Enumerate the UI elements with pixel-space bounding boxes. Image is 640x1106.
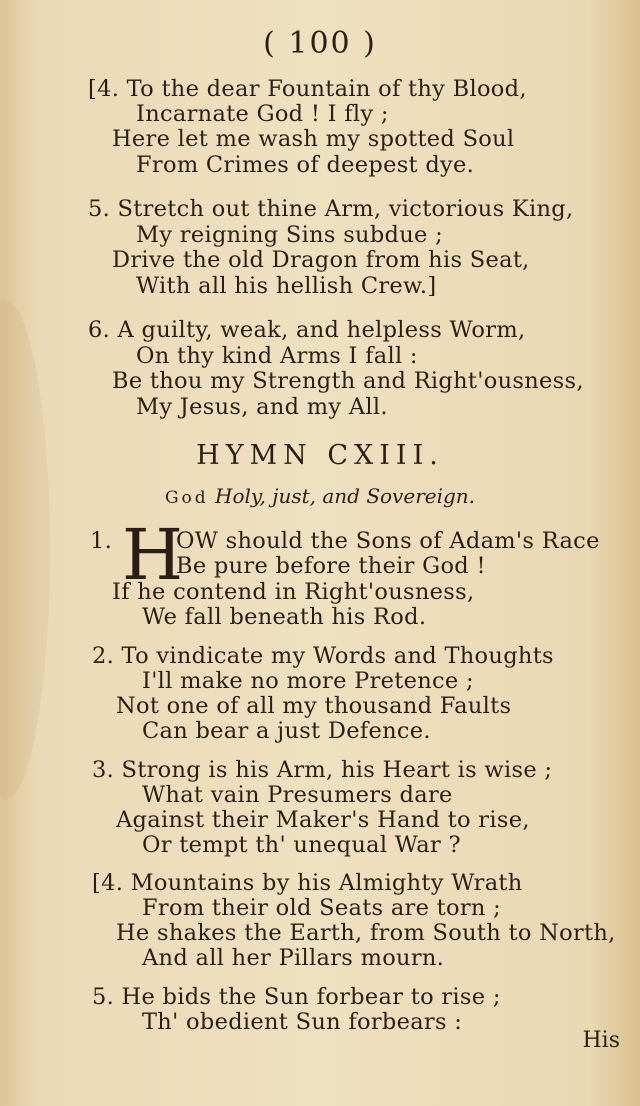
drop-cap: H — [122, 514, 184, 596]
verse-line: And all her Pillars mourn. — [142, 945, 445, 971]
verse-line: On thy kind Arms I fall : — [136, 343, 418, 369]
verse-line: He shakes the Earth, from South to North, — [116, 920, 616, 946]
verse-line: My Jesus, and my All. — [136, 394, 388, 420]
verse-line: Drive the old Dragon from his Seat, — [112, 247, 530, 273]
stanza-number: 1. — [90, 528, 113, 554]
verse-line: What vain Presumers dare — [142, 782, 453, 808]
verse-line: Be pure before their God ! — [176, 553, 486, 579]
subtitle-rest: Holy, just, and Sovereign. — [215, 484, 476, 508]
verse-line: [4. To the dear Fountain of thy Blood, — [88, 76, 527, 102]
verse-line: Th' obedient Sun forbears : — [142, 1009, 463, 1035]
verse-line: OW should the Sons of Adam's Race — [176, 528, 600, 554]
page-stain — [0, 300, 50, 800]
verse-line: 5. He bids the Sun forbear to rise ; — [92, 984, 501, 1010]
hymn-title: HYMN CXIII. — [196, 440, 444, 471]
verse-line: I'll make no more Pretence ; — [142, 668, 474, 694]
verse-line: Or tempt th' unequal War ? — [142, 832, 461, 858]
verse-line: Against their Maker's Hand to rise, — [116, 807, 530, 833]
page-number: ( 100 ) — [263, 26, 377, 61]
verse-line: [4. Mountains by his Almighty Wrath — [92, 870, 523, 896]
verse-line: 6. A guilty, weak, and helpless Worm, — [88, 317, 526, 343]
hymn-subtitle — [0, 484, 640, 508]
verse-line: My reigning Sins subdue ; — [136, 222, 443, 248]
verse-line: If he contend in Right'ousness, — [112, 579, 475, 605]
verse-line: We fall beneath his Rod. — [142, 604, 427, 630]
verse-line: Incarnate God ! I fly ; — [136, 101, 389, 127]
verse-line: 2. To vindicate my Words and Thoughts — [92, 643, 554, 669]
verse-line: Not one of all my thousand Faults — [116, 693, 512, 719]
subtitle-god: God — [164, 488, 209, 508]
verse-line: Be thou my Strength and Right'ousness, — [112, 368, 584, 394]
verse-line: Here let me wash my spotted Soul — [112, 126, 515, 152]
verse-line: From Crimes of deepest dye. — [136, 152, 475, 178]
verse-line: From their old Seats are torn ; — [142, 895, 502, 921]
verse-line: 3. Strong is his Arm, his Heart is wise ; — [92, 757, 553, 783]
verse-line: With all his hellish Crew.] — [136, 273, 437, 299]
catchword: His — [582, 1028, 620, 1053]
verse-line: 5. Stretch out thine Arm, victorious King, — [88, 196, 574, 222]
verse-line: Can bear a just Defence. — [142, 718, 431, 744]
